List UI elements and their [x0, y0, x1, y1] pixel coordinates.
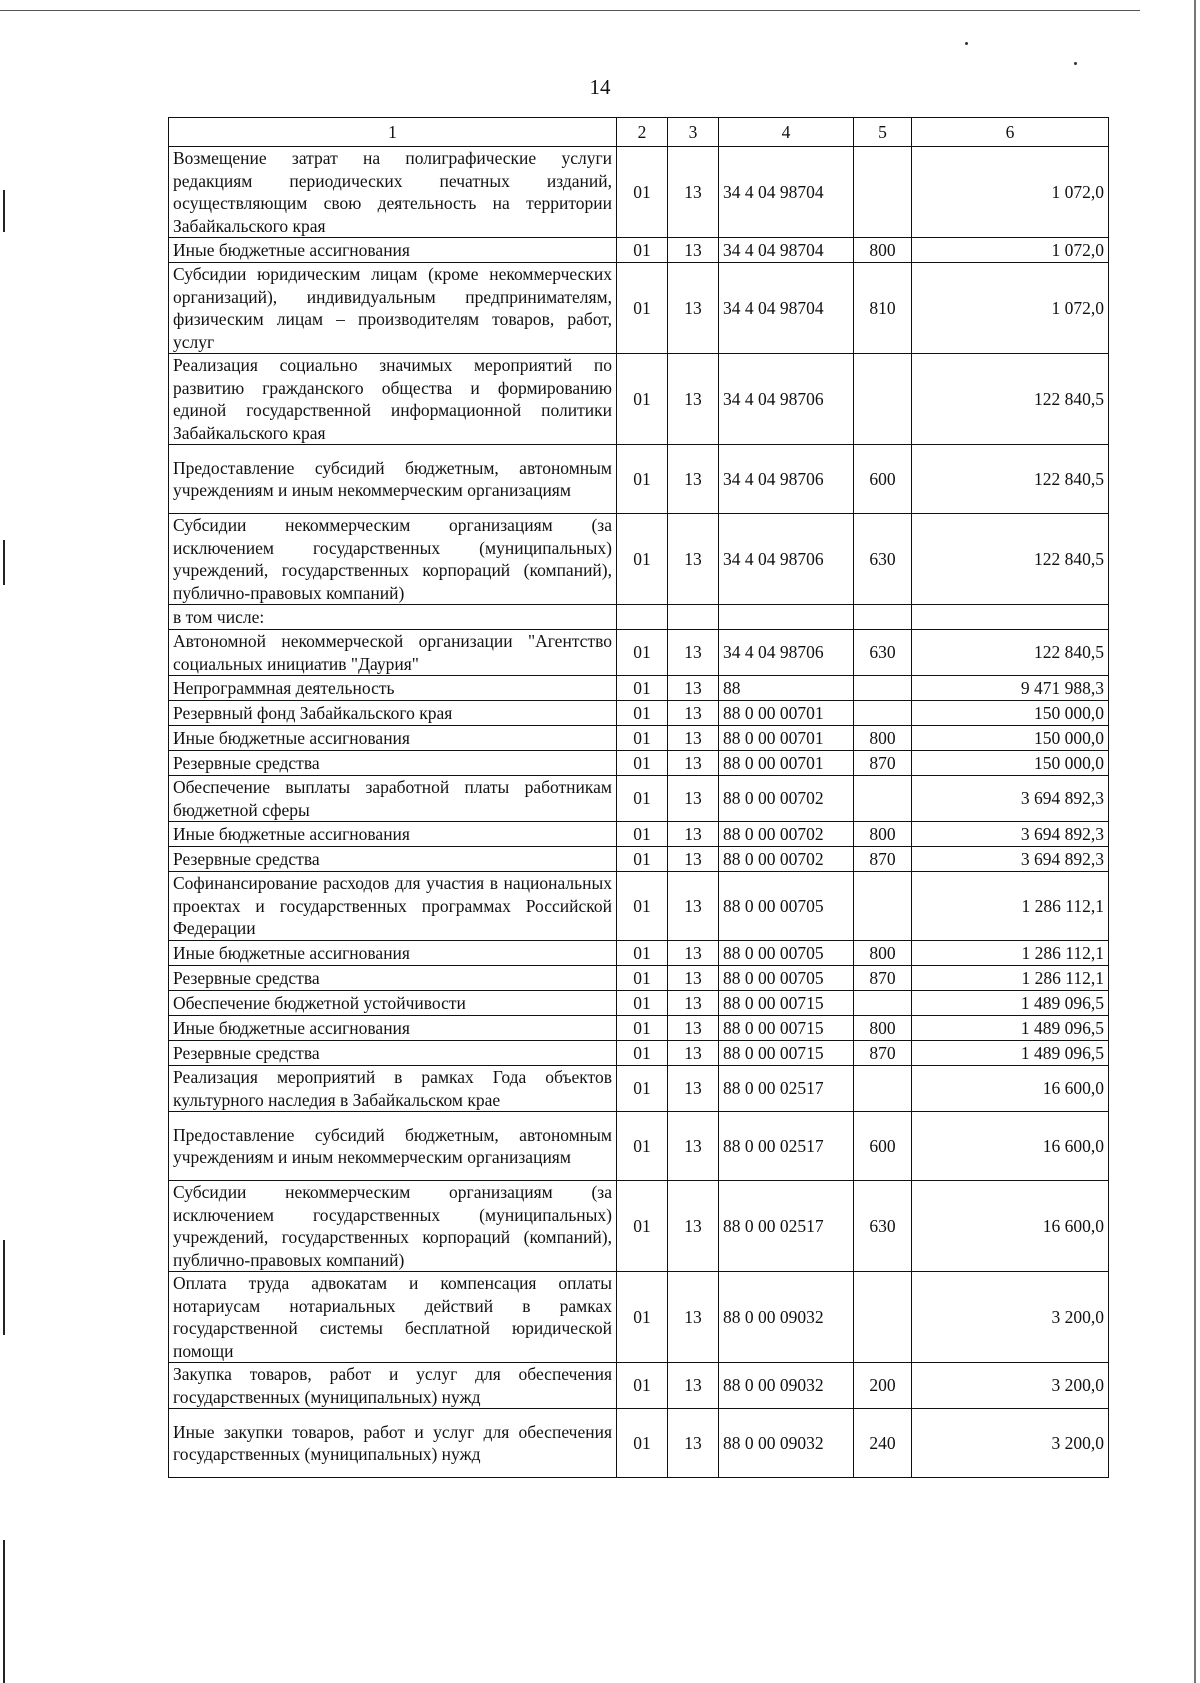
- table-row: [169, 676, 1109, 701]
- row-amount: 1 489 096,5: [912, 1041, 1109, 1066]
- row-target-code: 88 0 00 00705: [719, 941, 854, 966]
- row-subsection: 13: [668, 991, 719, 1016]
- row-name: Резервный фонд Забайкальского края: [169, 701, 617, 726]
- row-subsection: 13: [668, 1066, 719, 1112]
- row-amount: 9 471 988,3: [912, 676, 1109, 701]
- row-subsection: 13: [668, 701, 719, 726]
- row-section: 01: [617, 1363, 668, 1409]
- row-target-code: 88 0 00 00715: [719, 1016, 854, 1041]
- scan-margin-mark: [3, 540, 5, 585]
- row-name: Предоставление субсидий бюджетным, автономным учреждениям и иным некоммерческим организациям: [169, 445, 617, 514]
- row-name: Субсидии юридическим лицам (кроме некоммерческих организаций), индивидуальным предпринимателям, физическим лицам – производителям товаров, работ, услуг: [169, 263, 617, 354]
- row-subsection: 13: [668, 1016, 719, 1041]
- row-subsection: 13: [668, 514, 719, 605]
- row-amount: 1 286 112,1: [912, 941, 1109, 966]
- row-expense-type: 630: [854, 514, 912, 605]
- row-expense-type: 600: [854, 1112, 912, 1181]
- row-target-code: 88 0 00 09032: [719, 1272, 854, 1363]
- row-expense-type: 810: [854, 263, 912, 354]
- row-subsection: 13: [668, 1041, 719, 1066]
- row-subsection: 13: [668, 445, 719, 514]
- table-row: [169, 822, 1109, 847]
- row-name: Иные бюджетные ассигнования: [169, 941, 617, 966]
- row-expense-type: 800: [854, 726, 912, 751]
- row-subsection: 13: [668, 1409, 719, 1478]
- row-subsection: 13: [668, 1272, 719, 1363]
- table-row: [169, 751, 1109, 776]
- row-section: 01: [617, 147, 668, 238]
- table-row: [169, 354, 1109, 445]
- table-row: [169, 1181, 1109, 1272]
- row-amount: 3 694 892,3: [912, 847, 1109, 872]
- row-target-code: 34 4 04 98706: [719, 514, 854, 605]
- row-name: Резервные средства: [169, 1041, 617, 1066]
- row-subsection: 13: [668, 630, 719, 676]
- row-subsection: [668, 605, 719, 630]
- row-amount: 3 694 892,3: [912, 776, 1109, 822]
- row-amount: 16 600,0: [912, 1112, 1109, 1181]
- row-amount: 3 200,0: [912, 1363, 1109, 1409]
- row-expense-type: [854, 872, 912, 941]
- row-subsection: 13: [668, 238, 719, 263]
- table-row: [169, 1272, 1109, 1363]
- table-row: [169, 1112, 1109, 1181]
- row-amount: 3 200,0: [912, 1409, 1109, 1478]
- row-amount: 1 072,0: [912, 147, 1109, 238]
- header-col-3: 3: [668, 118, 719, 147]
- row-name: Иные бюджетные ассигнования: [169, 1016, 617, 1041]
- row-name: Резервные средства: [169, 751, 617, 776]
- row-subsection: 13: [668, 676, 719, 701]
- row-section: 01: [617, 751, 668, 776]
- row-amount: 1 286 112,1: [912, 872, 1109, 941]
- table-header-row: [169, 118, 1109, 147]
- row-target-code: 88 0 00 00702: [719, 822, 854, 847]
- row-target-code: 34 4 04 98704: [719, 263, 854, 354]
- row-section: 01: [617, 966, 668, 991]
- row-amount: 16 600,0: [912, 1066, 1109, 1112]
- row-amount: 1 286 112,1: [912, 966, 1109, 991]
- row-section: 01: [617, 238, 668, 263]
- page-number: 14: [589, 75, 611, 99]
- row-amount: 150 000,0: [912, 751, 1109, 776]
- row-expense-type: 800: [854, 822, 912, 847]
- header-col-6: 6: [912, 118, 1109, 147]
- row-expense-type: 600: [854, 445, 912, 514]
- row-expense-type: 870: [854, 751, 912, 776]
- row-section: 01: [617, 1112, 668, 1181]
- table-row: [169, 726, 1109, 751]
- row-subsection: 13: [668, 1112, 719, 1181]
- row-name: Обеспечение бюджетной устойчивости: [169, 991, 617, 1016]
- row-amount: 150 000,0: [912, 726, 1109, 751]
- row-subsection: 13: [668, 1363, 719, 1409]
- row-target-code: 34 4 04 98706: [719, 445, 854, 514]
- row-expense-type: 800: [854, 941, 912, 966]
- row-expense-type: 800: [854, 1016, 912, 1041]
- row-section: 01: [617, 991, 668, 1016]
- row-target-code: 34 4 04 98704: [719, 238, 854, 263]
- row-name: Автономной некоммерческой организации "Агентство социальных инициатив "Даурия": [169, 630, 617, 676]
- row-section: 01: [617, 1066, 668, 1112]
- row-expense-type: 630: [854, 1181, 912, 1272]
- header-col-4: 4: [719, 118, 854, 147]
- row-subsection: 13: [668, 726, 719, 751]
- row-expense-type: 870: [854, 847, 912, 872]
- row-subsection: 13: [668, 263, 719, 354]
- row-section: 01: [617, 726, 668, 751]
- row-expense-type: [854, 147, 912, 238]
- row-name: Обеспечение выплаты заработной платы работникам бюджетной сферы: [169, 776, 617, 822]
- row-name: Закупка товаров, работ и услуг для обеспечения государственных (муниципальных) нужд: [169, 1363, 617, 1409]
- table-row: [169, 445, 1109, 514]
- row-expense-type: 870: [854, 966, 912, 991]
- row-subsection: 13: [668, 966, 719, 991]
- table-row: [169, 147, 1109, 238]
- row-expense-type: 800: [854, 238, 912, 263]
- row-subsection: 13: [668, 822, 719, 847]
- row-amount: 1 072,0: [912, 263, 1109, 354]
- scan-edge-line: [0, 10, 1140, 11]
- row-section: 01: [617, 1041, 668, 1066]
- row-target-code: 88: [719, 676, 854, 701]
- row-section: 01: [617, 630, 668, 676]
- row-expense-type: [854, 676, 912, 701]
- row-target-code: 88 0 00 00701: [719, 751, 854, 776]
- row-name: Иные бюджетные ассигнования: [169, 726, 617, 751]
- row-section: 01: [617, 941, 668, 966]
- row-section: 01: [617, 822, 668, 847]
- row-expense-type: [854, 776, 912, 822]
- row-target-code: 88 0 00 00701: [719, 701, 854, 726]
- row-amount: 1 489 096,5: [912, 991, 1109, 1016]
- row-name: Субсидии некоммерческим организациям (за исключением государственных (муниципальных) учреждений, государственных корпораций (компаний), публично-правовых компаний): [169, 1181, 617, 1272]
- row-amount: 122 840,5: [912, 630, 1109, 676]
- row-target-code: 88 0 00 09032: [719, 1363, 854, 1409]
- header-col-5: 5: [854, 118, 912, 147]
- row-expense-type: [854, 354, 912, 445]
- scan-margin-mark: [3, 1240, 5, 1335]
- scan-margin-mark: [3, 1540, 5, 1683]
- table-row: [169, 630, 1109, 676]
- row-section: 01: [617, 1272, 668, 1363]
- row-target-code: [719, 605, 854, 630]
- row-target-code: 88 0 00 09032: [719, 1409, 854, 1478]
- row-amount: 3 694 892,3: [912, 822, 1109, 847]
- table-row: [169, 872, 1109, 941]
- table-row: [169, 991, 1109, 1016]
- row-subsection: 13: [668, 872, 719, 941]
- header-col-1: 1: [169, 118, 617, 147]
- row-target-code: 88 0 00 02517: [719, 1181, 854, 1272]
- table-row: [169, 1016, 1109, 1041]
- scan-edge-right: [1194, 0, 1196, 1683]
- row-expense-type: 240: [854, 1409, 912, 1478]
- header-col-2: 2: [617, 118, 668, 147]
- row-expense-type: 870: [854, 1041, 912, 1066]
- row-name: в том числе:: [169, 605, 617, 630]
- row-name: Резервные средства: [169, 966, 617, 991]
- row-expense-type: 630: [854, 630, 912, 676]
- row-section: 01: [617, 1016, 668, 1041]
- row-subsection: 13: [668, 941, 719, 966]
- row-target-code: 34 4 04 98706: [719, 354, 854, 445]
- row-amount: 122 840,5: [912, 445, 1109, 514]
- row-target-code: 88 0 00 00705: [719, 966, 854, 991]
- row-section: 01: [617, 847, 668, 872]
- scan-margin-mark: [3, 190, 5, 232]
- row-amount: 3 200,0: [912, 1272, 1109, 1363]
- row-expense-type: [854, 991, 912, 1016]
- row-target-code: 88 0 00 00702: [719, 847, 854, 872]
- row-subsection: 13: [668, 776, 719, 822]
- row-target-code: 88 0 00 00705: [719, 872, 854, 941]
- row-name: Иные закупки товаров, работ и услуг для обеспечения государственных (муниципальных) нужд: [169, 1409, 617, 1478]
- row-target-code: 34 4 04 98706: [719, 630, 854, 676]
- row-expense-type: [854, 701, 912, 726]
- row-section: 01: [617, 872, 668, 941]
- row-name: Непрограммная деятельность: [169, 676, 617, 701]
- row-target-code: 88 0 00 00702: [719, 776, 854, 822]
- row-section: 01: [617, 263, 668, 354]
- row-subsection: 13: [668, 847, 719, 872]
- table-row: [169, 514, 1109, 605]
- table-row: [169, 776, 1109, 822]
- row-subsection: 13: [668, 354, 719, 445]
- row-name: Возмещение затрат на полиграфические услуги редакциям периодических печатных изданий, осуществляющим свою деятельность на территории Забайкальского края: [169, 147, 617, 238]
- row-name: Реализация мероприятий в рамках Года объектов культурного наследия в Забайкальском крае: [169, 1066, 617, 1112]
- row-amount: [912, 605, 1109, 630]
- table-row: [169, 941, 1109, 966]
- row-name: Софинансирование расходов для участия в национальных проектах и государственных программах Российской Федерации: [169, 872, 617, 941]
- table-row: [169, 847, 1109, 872]
- row-section: 01: [617, 514, 668, 605]
- budget-table: [168, 117, 1109, 1478]
- row-subsection: 13: [668, 147, 719, 238]
- row-name: Иные бюджетные ассигнования: [169, 238, 617, 263]
- row-section: 01: [617, 1409, 668, 1478]
- row-expense-type: [854, 1272, 912, 1363]
- row-target-code: 88 0 00 00701: [719, 726, 854, 751]
- row-name: Реализация социально значимых мероприятий по развитию гражданского общества и формированию единой государственной информационной политики Забайкальского края: [169, 354, 617, 445]
- row-amount: 16 600,0: [912, 1181, 1109, 1272]
- row-name: Субсидии некоммерческим организациям (за исключением государственных (муниципальных) учреждений, государственных корпораций (компаний), публично-правовых компаний): [169, 514, 617, 605]
- row-name: Оплата труда адвокатам и компенсация оплаты нотариусам нотариальных действий в рамках государственной системы бесплатной юридической помощи: [169, 1272, 617, 1363]
- row-amount: 122 840,5: [912, 354, 1109, 445]
- row-section: 01: [617, 676, 668, 701]
- row-section: 01: [617, 445, 668, 514]
- row-target-code: 88 0 00 02517: [719, 1112, 854, 1181]
- row-subsection: 13: [668, 751, 719, 776]
- row-expense-type: [854, 605, 912, 630]
- table-row: [169, 1066, 1109, 1112]
- row-amount: 150 000,0: [912, 701, 1109, 726]
- table-row: [169, 238, 1109, 263]
- row-expense-type: [854, 1066, 912, 1112]
- scan-speck: [965, 42, 968, 45]
- scan-speck: [1074, 62, 1077, 65]
- row-amount: 1 072,0: [912, 238, 1109, 263]
- row-section: 01: [617, 354, 668, 445]
- row-expense-type: 200: [854, 1363, 912, 1409]
- row-name: Иные бюджетные ассигнования: [169, 822, 617, 847]
- row-amount: 1 489 096,5: [912, 1016, 1109, 1041]
- row-subsection: 13: [668, 1181, 719, 1272]
- row-target-code: 88 0 00 00715: [719, 991, 854, 1016]
- row-section: 01: [617, 1181, 668, 1272]
- row-amount: 122 840,5: [912, 514, 1109, 605]
- table-row: [169, 1041, 1109, 1066]
- table-row: [169, 966, 1109, 991]
- table-row: [169, 1363, 1109, 1409]
- row-name: Резервные средства: [169, 847, 617, 872]
- row-target-code: 88 0 00 02517: [719, 1066, 854, 1112]
- table-row: [169, 605, 1109, 630]
- row-section: 01: [617, 776, 668, 822]
- table-row: [169, 263, 1109, 354]
- row-target-code: 34 4 04 98704: [719, 147, 854, 238]
- row-section: [617, 605, 668, 630]
- row-section: 01: [617, 701, 668, 726]
- row-target-code: 88 0 00 00715: [719, 1041, 854, 1066]
- table-row: [169, 1409, 1109, 1478]
- row-name: Предоставление субсидий бюджетным, автономным учреждениям и иным некоммерческим организациям: [169, 1112, 617, 1181]
- table-row: [169, 701, 1109, 726]
